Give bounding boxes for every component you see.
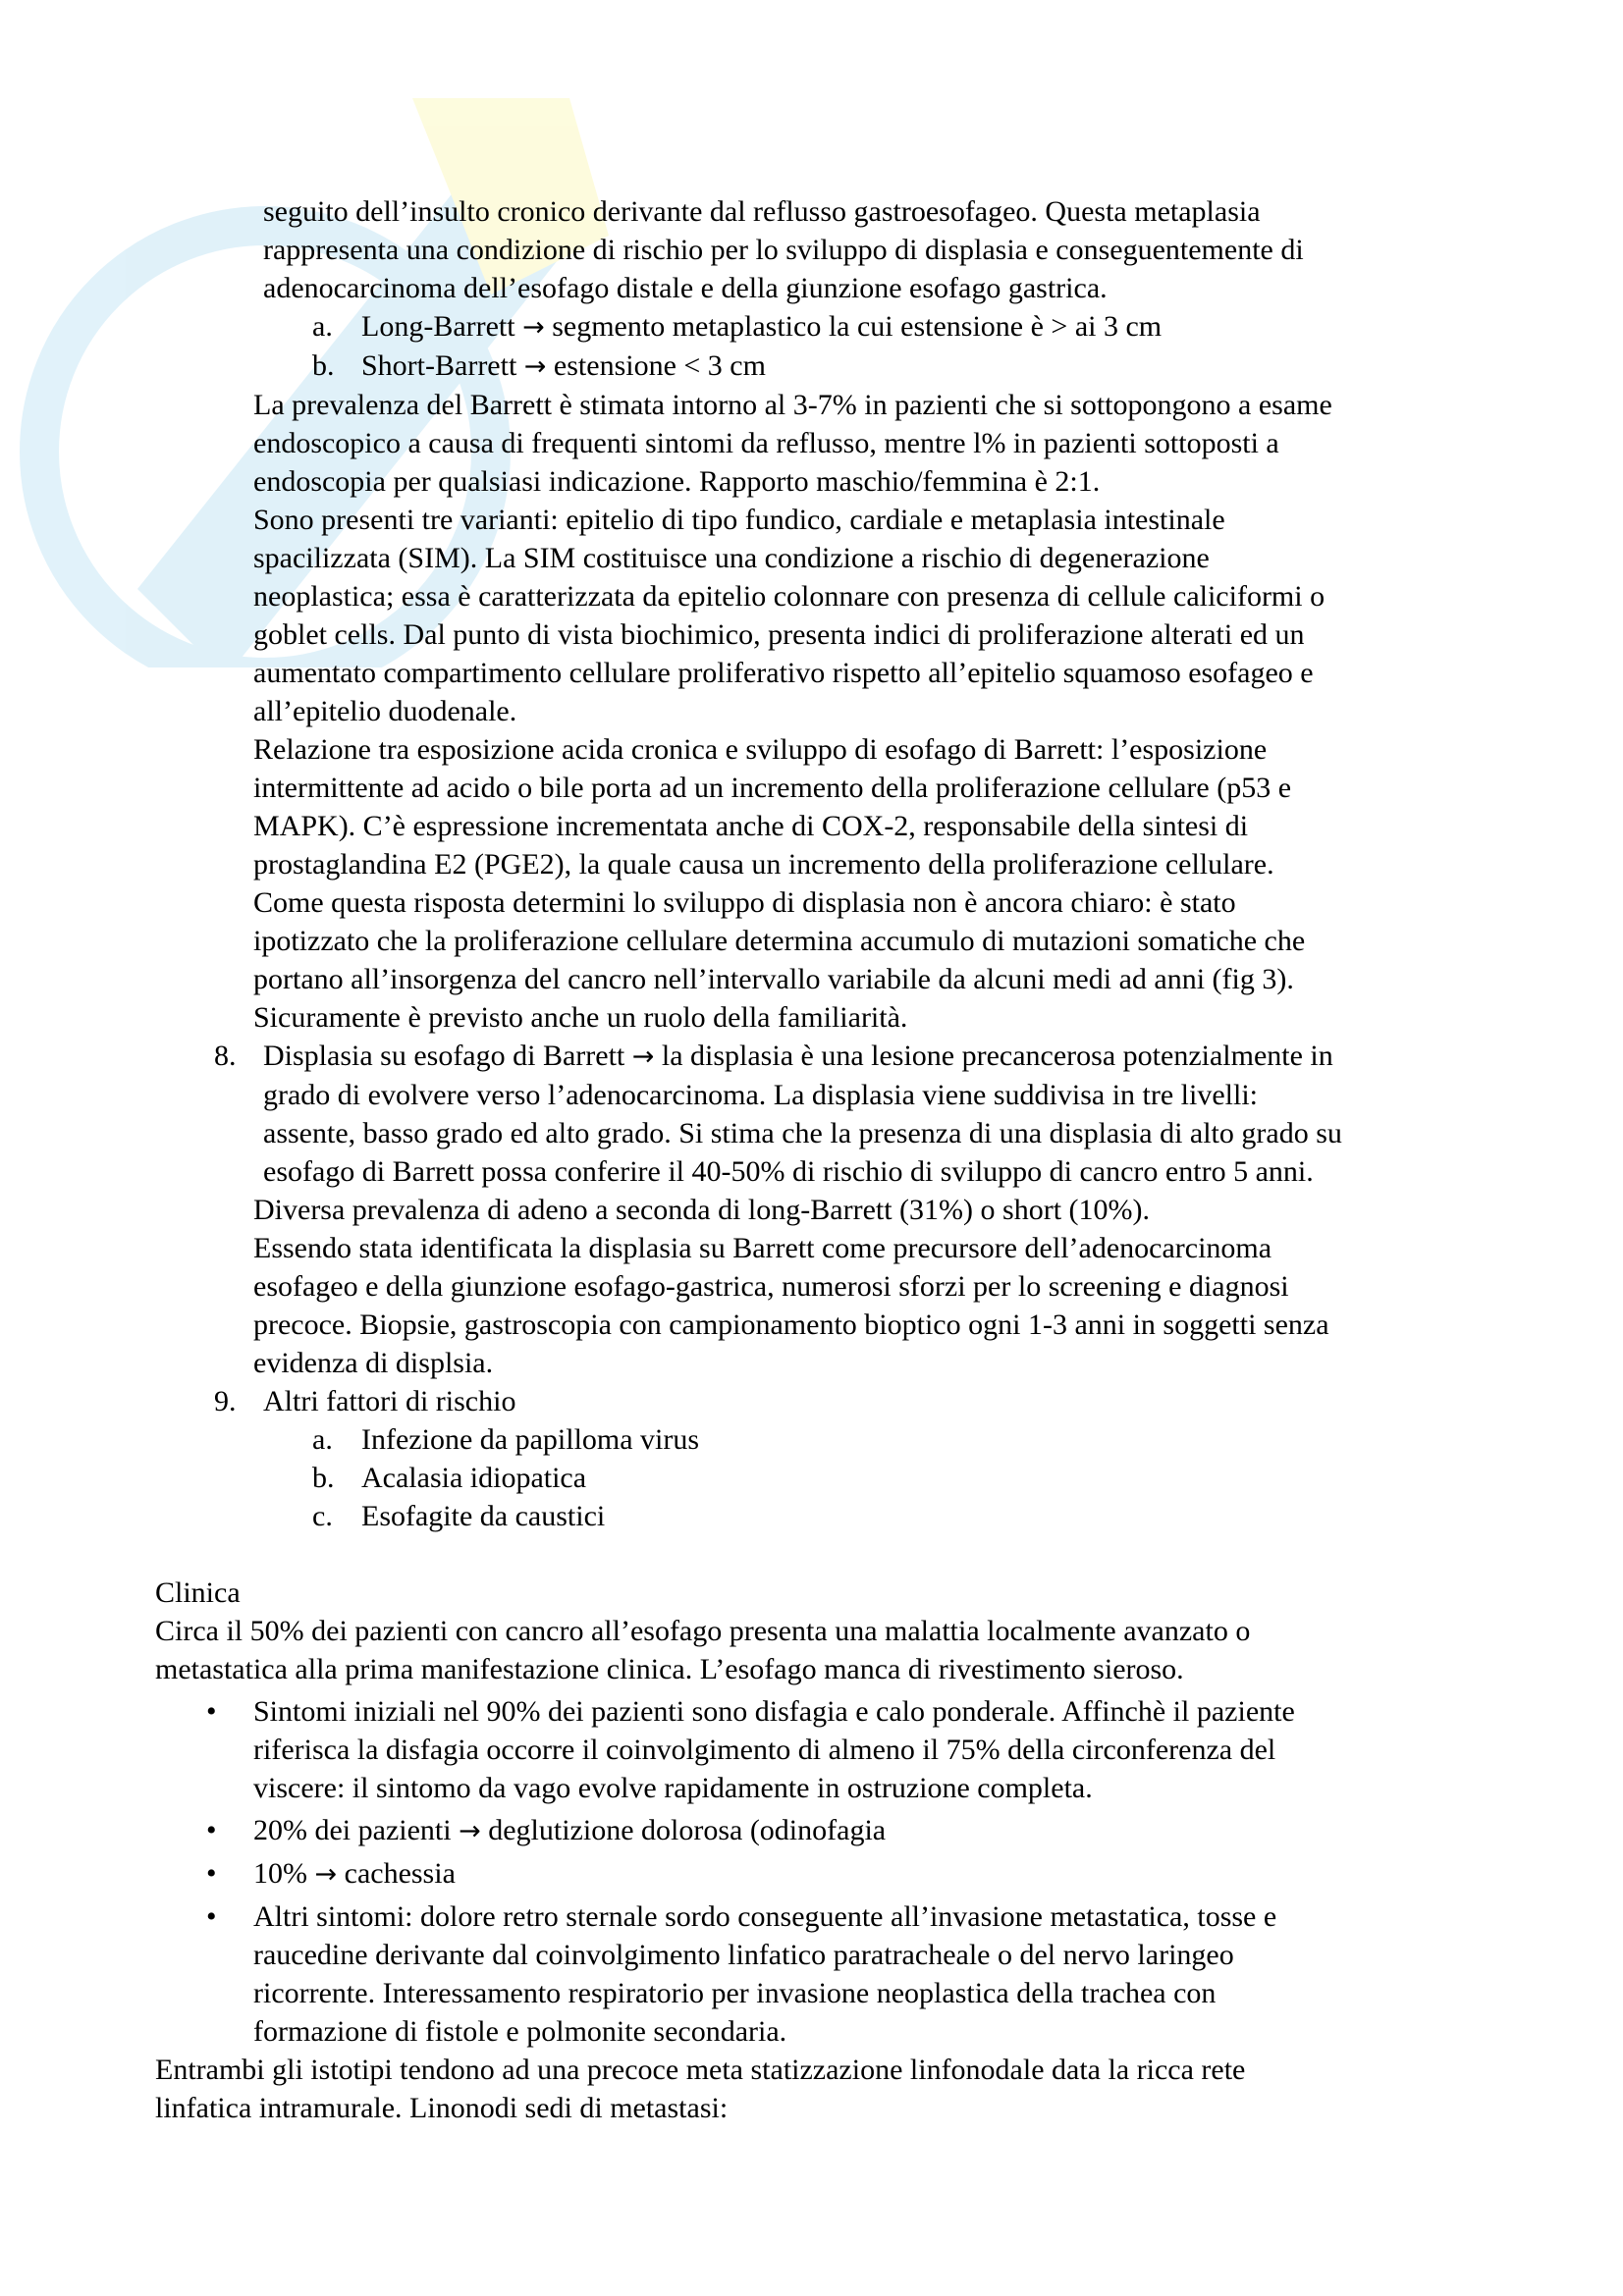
list-item: c. Esofagite da caustici	[312, 1500, 606, 1532]
text-line: spacilizzata (SIM). La SIM costituisce una condizione a rischio di degenerazione	[253, 542, 1210, 574]
bullet-item	[155, 1854, 1471, 1894]
numbered-item: 9. Altri fattori di rischio	[214, 1385, 516, 1417]
bullet-item	[155, 1692, 1471, 1807]
list-item: b. Short-Barrett → estensione < 3 cm	[312, 349, 766, 382]
text-line: Entrambi gli istotipi tendono ad una precoce meta statizzazione linfonodale data la ricca rete	[155, 2054, 1246, 2086]
text-line: metastatica alla prima manifestazione clinica. L’esofago manca di rivestimento sieroso.	[155, 1653, 1184, 1685]
text-line: ricorrente. Interessamento respiratorio per invasione neoplastica della trachea con	[253, 1977, 1217, 2009]
text-line: esofageo e della giunzione esofago-gastrica, numerosi sforzi per lo screening e diagnosi	[253, 1270, 1289, 1303]
text-line: Diversa prevalenza di adeno a seconda di long-Barrett (31%) o short (10%).	[253, 1194, 1150, 1226]
text-line: viscere: il sintomo da vago evolve rapidamente in ostruzione completa.	[253, 1772, 1093, 1804]
text-line: intermittente ad acido o bile porta ad un incremento della proliferazione cellulare (p53 e	[253, 772, 1292, 804]
text-line: prostaglandina E2 (PGE2), la quale causa un incremento della proliferazione cellulare.	[253, 848, 1274, 881]
text-line: Essendo stata identificata la displasia su Barrett come precursore dell’adenocarcinoma	[253, 1232, 1272, 1264]
text-line: endoscopia per qualsiasi indicazione. Rapporto maschio/femmina è 2:1.	[253, 465, 1101, 498]
text-line: Sono presenti tre varianti: epitelio di tipo fundico, cardiale e metaplasia intestinale	[253, 504, 1225, 536]
text-line: 10% → cachessia	[253, 1857, 456, 1890]
bullet-icon: •	[206, 1857, 217, 1890]
text-line: ipotizzato che la proliferazione cellulare determina accumulo di mutazioni somatiche che	[253, 925, 1306, 957]
text-line: seguito dell’insulto cronico derivante dal reflusso gastroesofageo. Questa metaplasia	[263, 195, 1261, 228]
list-item: a. Infezione da papilloma virus	[312, 1423, 700, 1456]
text-line: portano all’insorgenza del cancro nell’intervallo variabile da alcuni medi ad anni (fig 3).	[253, 963, 1294, 995]
list-item: b. Acalasia idiopatica	[312, 1462, 587, 1494]
numbered-item: 8. Displasia su esofago di Barrett → la displasia è una lesione precancerosa potenzialmente in	[214, 1040, 1333, 1072]
text-line: esofago di Barrett possa conferire il 40-50% di rischio di sviluppo di cancro entro 5 anni.	[263, 1155, 1314, 1188]
arrow-icon: →	[631, 1041, 655, 1072]
text-line: precoce. Biopsie, gastroscopia con campionamento bioptico ogni 1-3 anni in soggetti senza	[253, 1308, 1329, 1341]
arrow-icon: →	[459, 1816, 481, 1846]
bullet-icon: •	[206, 1900, 217, 1933]
text-line: endoscopico a causa di frequenti sintomi da reflusso, mentre l% in pazienti sottoposti a	[253, 427, 1279, 459]
text-line: formazione di fistole e polmonite secondaria.	[253, 2015, 787, 2048]
text-line: goblet cells. Dal punto di vista biochimico, presenta indici di proliferazione alterati ed un	[253, 618, 1305, 651]
text-line: grado di evolvere verso l’adenocarcinoma. La displasia viene suddivisa in tre livelli:	[263, 1079, 1258, 1111]
document-page	[155, 192, 1471, 2127]
text-line: assente, basso grado ed alto grado. Si stima che la presenza di una displasia di alto grado su	[263, 1117, 1342, 1149]
barrett-types-list	[155, 307, 1471, 386]
text-line: MAPK). C’è espressione incrementata anche di COX-2, responsabile della sintesi di	[253, 810, 1249, 842]
text-line: all’epitelio duodenale.	[253, 695, 517, 727]
bullet-item	[155, 1897, 1471, 2051]
arrow-icon: →	[314, 1859, 338, 1890]
text-line: Sintomi iniziali nel 90% dei pazienti sono disfagia e calo ponderale. Affinchè il paziente	[253, 1695, 1295, 1728]
text-line: aumentato compartimento cellulare proliferativo rispetto all’epitelio squamoso esofageo e	[253, 657, 1314, 689]
text-line: raucedine derivante dal coinvolgimento linfatico paratracheale o del nervo laringeo	[253, 1939, 1234, 1971]
text-line: La prevalenza del Barrett è stimata intorno al 3-7% in pazienti che si sottopongono a esame	[253, 389, 1332, 421]
text-line: Circa il 50% dei pazienti con cancro all’esofago presenta una malattia localmente avanzato o	[155, 1615, 1251, 1647]
text-line: rappresenta una condizione di rischio per lo sviluppo di displasia e conseguentemente di	[263, 234, 1304, 266]
text-line: neoplastica; essa è caratterizzata da epitelio colonnare con presenza di cellule caliciformi o	[253, 580, 1325, 613]
text-line: 20% dei pazienti → deglutizione dolorosa (odinofagia	[253, 1814, 887, 1846]
text-line: Altri sintomi: dolore retro sternale sordo conseguente all’invasione metastatica, tosse e	[253, 1900, 1277, 1933]
list-item: a. Long-Barrett → segmento metaplastico la cui estensione è > ai 3 cm	[312, 310, 1163, 343]
bullet-icon: •	[206, 1695, 217, 1728]
text-line: evidenza di displsia.	[253, 1347, 494, 1379]
clinica-section	[155, 1574, 1471, 2127]
section-heading: Clinica	[155, 1576, 241, 1609]
bullet-item	[155, 1811, 1471, 1850]
intro-paragraph	[155, 192, 1471, 307]
text-line: adenocarcinoma dell’esofago distale e della giunzione esofago gastrica.	[263, 272, 1108, 304]
text-line: Sicuramente è previsto anche un ruolo della familiarità.	[253, 1001, 908, 1034]
arrow-icon: →	[523, 351, 547, 382]
text-line: Come questa risposta determini lo sviluppo di displasia non è ancora chiaro: è stato	[253, 886, 1236, 919]
text-line: riferisca la disfagia occorre il coinvolgimento di almeno il 75% della circonferenza del	[253, 1734, 1276, 1766]
arrow-icon: →	[522, 312, 545, 343]
bullet-icon: •	[206, 1814, 217, 1846]
text-line: linfatica intramurale. Linonodi sedi di metastasi:	[155, 2092, 729, 2124]
item-9-altri-fattori	[155, 1382, 1471, 1535]
barrett-body	[155, 386, 1471, 1037]
item-8-displasia	[155, 1037, 1471, 1382]
text-line: Relazione tra esposizione acida cronica e sviluppo di esofago di Barrett: l’esposizione	[253, 733, 1268, 766]
